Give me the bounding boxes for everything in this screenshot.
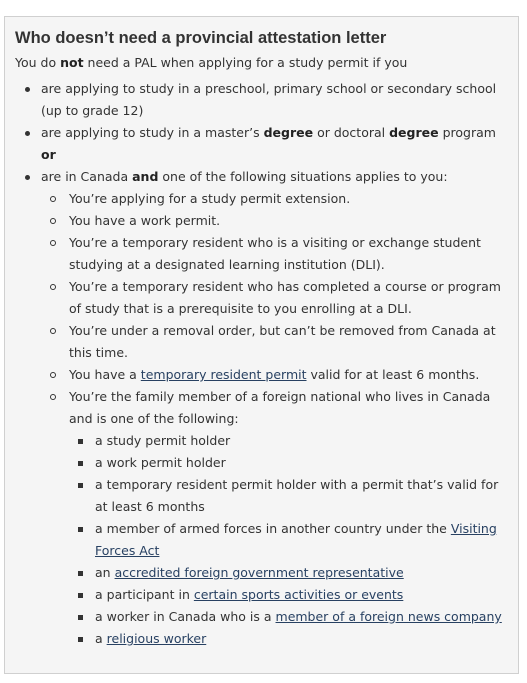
- foreign-news-company-link[interactable]: member of a foreign news company: [275, 609, 502, 624]
- member-item-rep: [69, 562, 508, 584]
- degree-text-3: program: [438, 125, 496, 140]
- news-pre: a worker in Canada who is a: [95, 609, 276, 624]
- member-item: a study permit holder: [69, 430, 508, 452]
- list-item-in-canada: [15, 166, 508, 650]
- degree-text-1: are applying to study in a master’s: [41, 125, 264, 140]
- situation-item-family: [41, 386, 508, 650]
- member-item-news: [69, 606, 508, 628]
- info-panel: [4, 16, 519, 674]
- degree-bold-1: degree: [263, 125, 314, 140]
- family-text: You’re the family member of a foreign national who lives in Canada and is one of the following:: [69, 389, 491, 426]
- rep-pre: an: [95, 565, 115, 580]
- forces-pre: a member of armed forces in another country under the: [95, 521, 451, 536]
- degree-bold-2: degree: [389, 125, 439, 140]
- situation-item: You’re applying for a study permit extension.: [41, 188, 508, 210]
- situation-item-trp: [41, 364, 508, 386]
- section-heading: Who doesn’t need a provincial attestation letter: [15, 29, 387, 47]
- accredited-representative-link[interactable]: accredited foreign government representative: [114, 565, 404, 580]
- situation-item: You’re a temporary resident who has completed a course or program of study that is a prerequisite to you enrolling at a DLI.: [41, 276, 508, 320]
- list-item-degree: [15, 122, 508, 166]
- canada-and: and: [132, 169, 159, 184]
- situation-item: You’re under a removal order, but can’t be removed from Canada at this time.: [41, 320, 508, 364]
- intro-bold: not: [60, 55, 84, 70]
- intro-post: need a PAL when applying for a study permit if you: [83, 55, 408, 70]
- visiting-forces-act-link[interactable]: Visiting Forces Act: [95, 521, 497, 558]
- member-item: a temporary resident permit holder with a permit that’s valid for at least 6 months: [69, 474, 508, 518]
- trp-pre: You have a: [69, 367, 141, 382]
- member-item: a work permit holder: [69, 452, 508, 474]
- member-item-religious: [69, 628, 508, 650]
- list-item-school: are applying to study in a preschool, primary school or secondary school (up to grade 12): [15, 78, 508, 122]
- canada-text-1: are in Canada: [41, 169, 133, 184]
- canada-text-2: one of the following situations applies to you:: [158, 169, 448, 184]
- trp-post: valid for at least 6 months.: [306, 367, 480, 382]
- degree-text-2: or doctoral: [313, 125, 390, 140]
- sports-activities-link[interactable]: certain sports activities or events: [193, 587, 404, 602]
- intro-text: [15, 52, 508, 74]
- situation-item: You have a work permit.: [41, 210, 508, 232]
- intro-pre: You do: [15, 55, 61, 70]
- temporary-resident-permit-link[interactable]: temporary resident permit: [140, 367, 307, 382]
- member-item-forces: [69, 518, 508, 562]
- sports-pre: a participant in: [95, 587, 194, 602]
- degree-or: or: [41, 147, 56, 162]
- religious-worker-link[interactable]: religious worker: [106, 631, 207, 646]
- situation-item: You’re a temporary resident who is a visiting or exchange student studying at a designated learning institution (DLI).: [41, 232, 508, 276]
- exemption-list: [15, 78, 508, 650]
- religious-pre: a: [95, 631, 107, 646]
- family-member-list: [69, 430, 508, 650]
- member-item-sports: [69, 584, 508, 606]
- situations-list: [41, 188, 508, 650]
